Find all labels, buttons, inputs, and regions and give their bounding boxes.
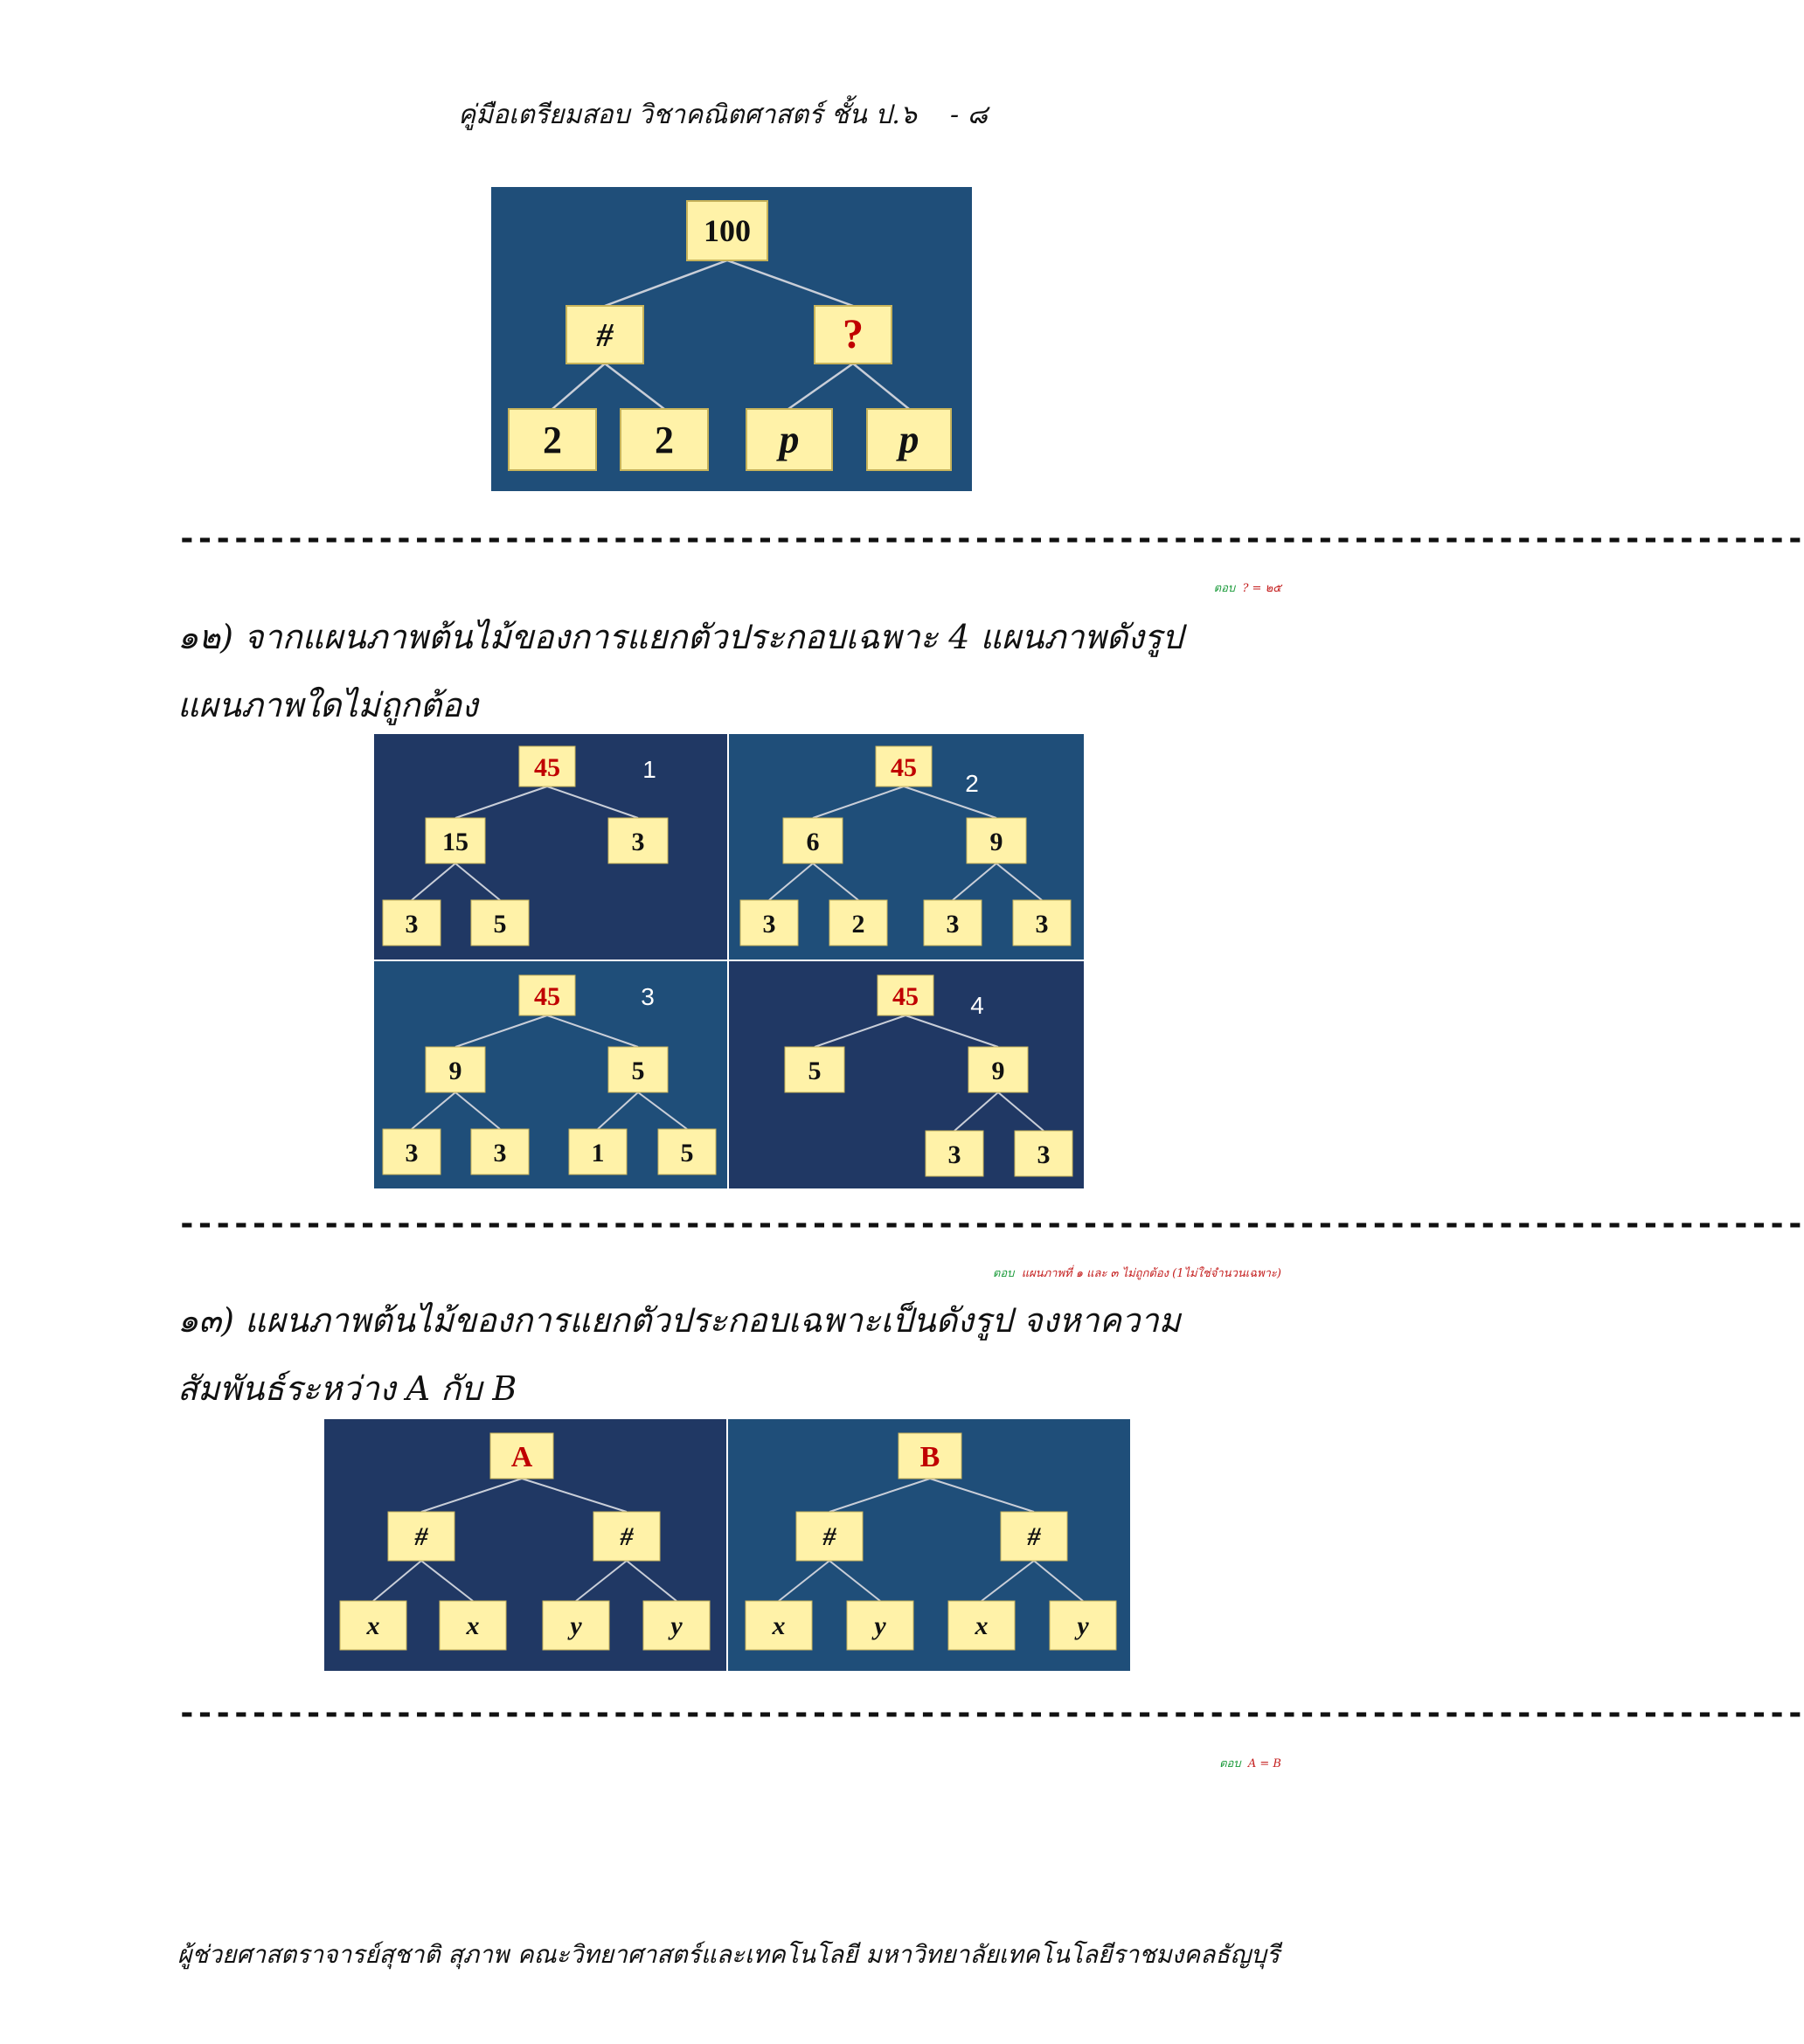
diagram-a-leaf-label: y xyxy=(570,1611,582,1640)
diagram-a-leaf-label: x xyxy=(366,1611,380,1640)
diagram-4-leaf-label: 3 xyxy=(947,1140,961,1169)
answer-12 xyxy=(993,1264,1281,1282)
diagram-3-node-label: 5 xyxy=(631,1057,645,1085)
answer-label: ตอบ xyxy=(1213,582,1236,595)
separator-line: ------------------------------------------------------------------------------------------ xyxy=(177,1695,1804,1731)
diagram-2-root-label: 45 xyxy=(891,753,917,782)
diagram-3-number: 3 xyxy=(641,983,655,1010)
q13-diagram-pair xyxy=(324,1419,1130,1671)
diagram-1-leaf-label: 3 xyxy=(405,910,419,939)
diagram-2-leaf-label: 3 xyxy=(946,910,960,939)
tree-leaf-label: 2 xyxy=(655,419,674,461)
question-12: ๑๒) จากแผนภาพต้นไม้ของการแยกตัวประกอบเฉพาะ 4 แผนภาพดังรูป แผนภาพใดไม่ถูกต้อง xyxy=(177,618,1183,724)
diagram-3-leaf-label: 1 xyxy=(591,1139,605,1168)
diagram-3-leaf-label: 3 xyxy=(493,1139,507,1168)
diagram-2-number: 2 xyxy=(965,770,979,797)
diagram-b-node-label: # xyxy=(1027,1522,1041,1551)
answer-label: ตอบ xyxy=(992,1267,1015,1280)
diagram-4-node-label: 9 xyxy=(991,1057,1005,1085)
top-tree-svg xyxy=(491,187,972,491)
diagram-2-node-label: 9 xyxy=(989,828,1003,856)
diagram-2-leaf-label: 2 xyxy=(851,910,865,939)
answer-text: แผนภาพที่ ๑ และ ๓ ไม่ถูกต้อง (1ไม่ใช่จำนวนเฉพาะ) xyxy=(1021,1267,1281,1280)
top-tree-figure xyxy=(491,187,972,491)
tree-node-root-label: 100 xyxy=(704,213,751,248)
footer-institution: คณะวิทยาศาสตร์และเทคโนโลยี มหาวิทยาลัยเทคโนโลยีราชมงคลธัญบุรี xyxy=(517,1940,1280,1969)
diagram-a-root-label: A xyxy=(510,1441,533,1473)
question-13: ๑๓) แผนภาพต้นไม้ของการแยกตัวประกอบเฉพาะเป็นดังรูป จงหาความสัมพันธ์ระหว่าง A กับ B xyxy=(177,1301,1181,1408)
diagram-b-leaf-label: y xyxy=(874,1611,886,1640)
diagram-b-leaf-label: x xyxy=(772,1611,786,1640)
diagram-b-leaf-label: x xyxy=(975,1611,989,1640)
q13-diagrams-svg xyxy=(324,1419,1130,1671)
tree-node-unknown-label: ? xyxy=(843,311,864,357)
separator-line: ------------------------------------------------------------------------------------------ xyxy=(177,1206,1804,1242)
diagram-2-leaf-label: 3 xyxy=(762,910,776,939)
tree-leaf-label: p xyxy=(899,417,919,461)
diagram-3-root-label: 45 xyxy=(534,982,560,1011)
header-page-number: - ๘ xyxy=(950,100,988,130)
tree-node-label: # xyxy=(596,317,614,354)
separator-line: ------------------------------------------------------------------------------------------ xyxy=(177,521,1804,557)
diagram-b-root-label: B xyxy=(919,1441,940,1473)
diagram-3-node-label: 9 xyxy=(448,1057,462,1085)
diagram-b-leaf-label: y xyxy=(1077,1611,1089,1640)
diagram-3-leaf-label: 5 xyxy=(680,1139,694,1168)
diagram-3-leaf-label: 3 xyxy=(405,1139,419,1168)
diagram-a-leaf-label: x xyxy=(466,1611,480,1640)
q12-diagram-grid xyxy=(374,734,1084,1188)
diagram-4-node-label: 5 xyxy=(808,1057,822,1085)
answer-11 xyxy=(1214,579,1281,597)
diagram-2-node-label: 6 xyxy=(806,828,820,856)
diagram-a-node-label: # xyxy=(620,1522,634,1551)
answer-text: A = B xyxy=(1247,1757,1281,1770)
footer-author: ผู้ช่วยศาสตราจารย์สุชาติ สุภาพ xyxy=(177,1940,510,1969)
answer-13 xyxy=(1219,1754,1281,1772)
diagram-b-node-label: # xyxy=(822,1522,836,1551)
answer-label: ตอบ xyxy=(1219,1757,1241,1770)
diagram-4-root-label: 45 xyxy=(892,982,919,1011)
diagram-1-root-label: 45 xyxy=(534,753,560,782)
tree-leaf-label: 2 xyxy=(543,419,562,461)
diagram-4-leaf-label: 3 xyxy=(1037,1140,1051,1169)
tree-leaf-label: p xyxy=(779,417,800,461)
q12-diagrams-svg xyxy=(374,734,1084,1188)
diagram-1-number: 1 xyxy=(642,756,656,783)
diagram-2-leaf-label: 3 xyxy=(1035,910,1049,939)
diagram-4-number: 4 xyxy=(970,992,984,1019)
diagram-1-leaf-label: 5 xyxy=(493,910,507,939)
diagram-a-leaf-label: y xyxy=(670,1611,683,1640)
diagram-1-node-label: 3 xyxy=(631,828,645,856)
diagram-a-node-label: # xyxy=(414,1522,428,1551)
diagram-1-node-label: 15 xyxy=(442,828,468,856)
answer-text: ? = ๒๕ xyxy=(1242,582,1281,595)
page-header xyxy=(0,94,1446,135)
header-title: คู่มือเตรียมสอบ วิชาคณิตศาสตร์ ชั้น ป.๖ xyxy=(458,100,917,130)
